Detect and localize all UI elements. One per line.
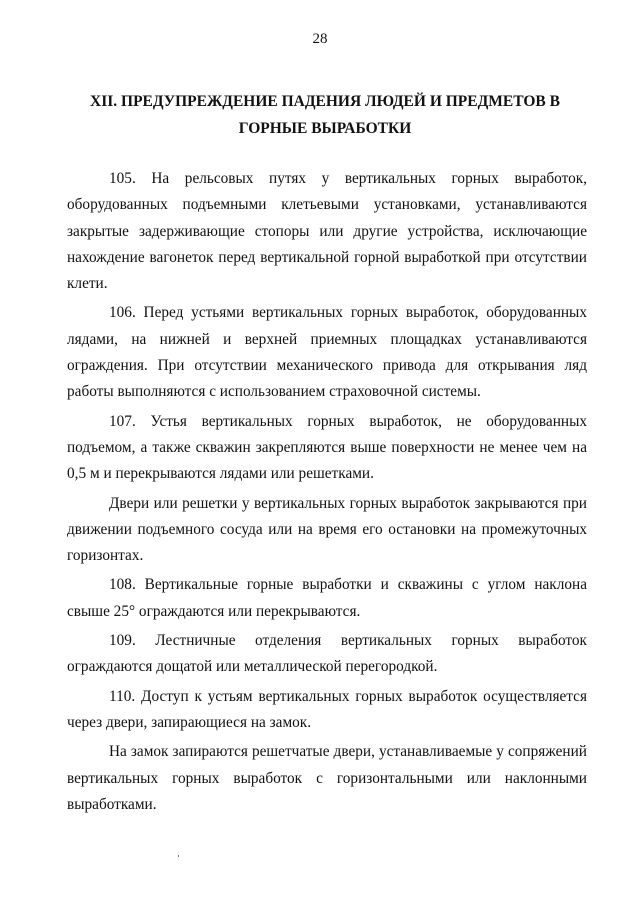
paragraph-110: 110. Доступ к устьям вертикальных горных выработок осуществляется через двери, запирающиеся на замок. bbox=[67, 687, 587, 731]
body-text bbox=[67, 166, 587, 821]
paragraph-110-lock: На замок запираются решетчатые двери, устанавливаемые у сопряжений вертикальных горных выработок с горизонтальными или наклонными выработками. bbox=[67, 743, 587, 813]
page-number: 28 bbox=[312, 31, 328, 47]
scan-speck bbox=[178, 855, 179, 857]
paragraph-105: 105. На рельсовых путях у вертикальных горных выработок, оборудованных подъемными клетьевыми установками, устанавливаются закрытые задерживающие стопоры или другие устройства, исключающие нахождение вагонеток перед вертикальной горной выработкой при отсутствии клети. bbox=[67, 170, 587, 293]
paragraph-107-doors: Двери или решетки у вертикальных горных выработок закрываются при движении подъемного сосуда или на время его остановки на промежуточных горизонтах. bbox=[67, 494, 587, 565]
paragraph-106: 106. Перед устьями вертикальных горных выработок, оборудованных лядами, на нижней и верхней приемных площадках устанавливаются ограждения. При отсутствии механического привода для открывания ляд работы выполняются с использованием страховочной системы. bbox=[67, 304, 587, 401]
paragraph-107: 107. Устья вертикальных горных выработок, не оборудованных подъемом, а также скважин закрепляются выше поверхности не менее чем на 0,5 м и перекрываются лядами или решетками. bbox=[67, 412, 587, 483]
section-heading: XII. ПРЕДУПРЕЖДЕНИЕ ПАДЕНИЯ ЛЮДЕЙ И ПРЕДМЕТОВ В ГОРНЫЕ ВЫРАБОТКИ bbox=[90, 93, 560, 137]
paragraph-109: 109. Лестничные отделения вертикальных горных выработок ограждаются дощатой или металлической перегородкой. bbox=[67, 632, 587, 676]
paragraph-108: 108. Вертикальные горные выработки и скважины с углом наклона свыше 25° ограждаются или перекрываются. bbox=[67, 576, 587, 620]
